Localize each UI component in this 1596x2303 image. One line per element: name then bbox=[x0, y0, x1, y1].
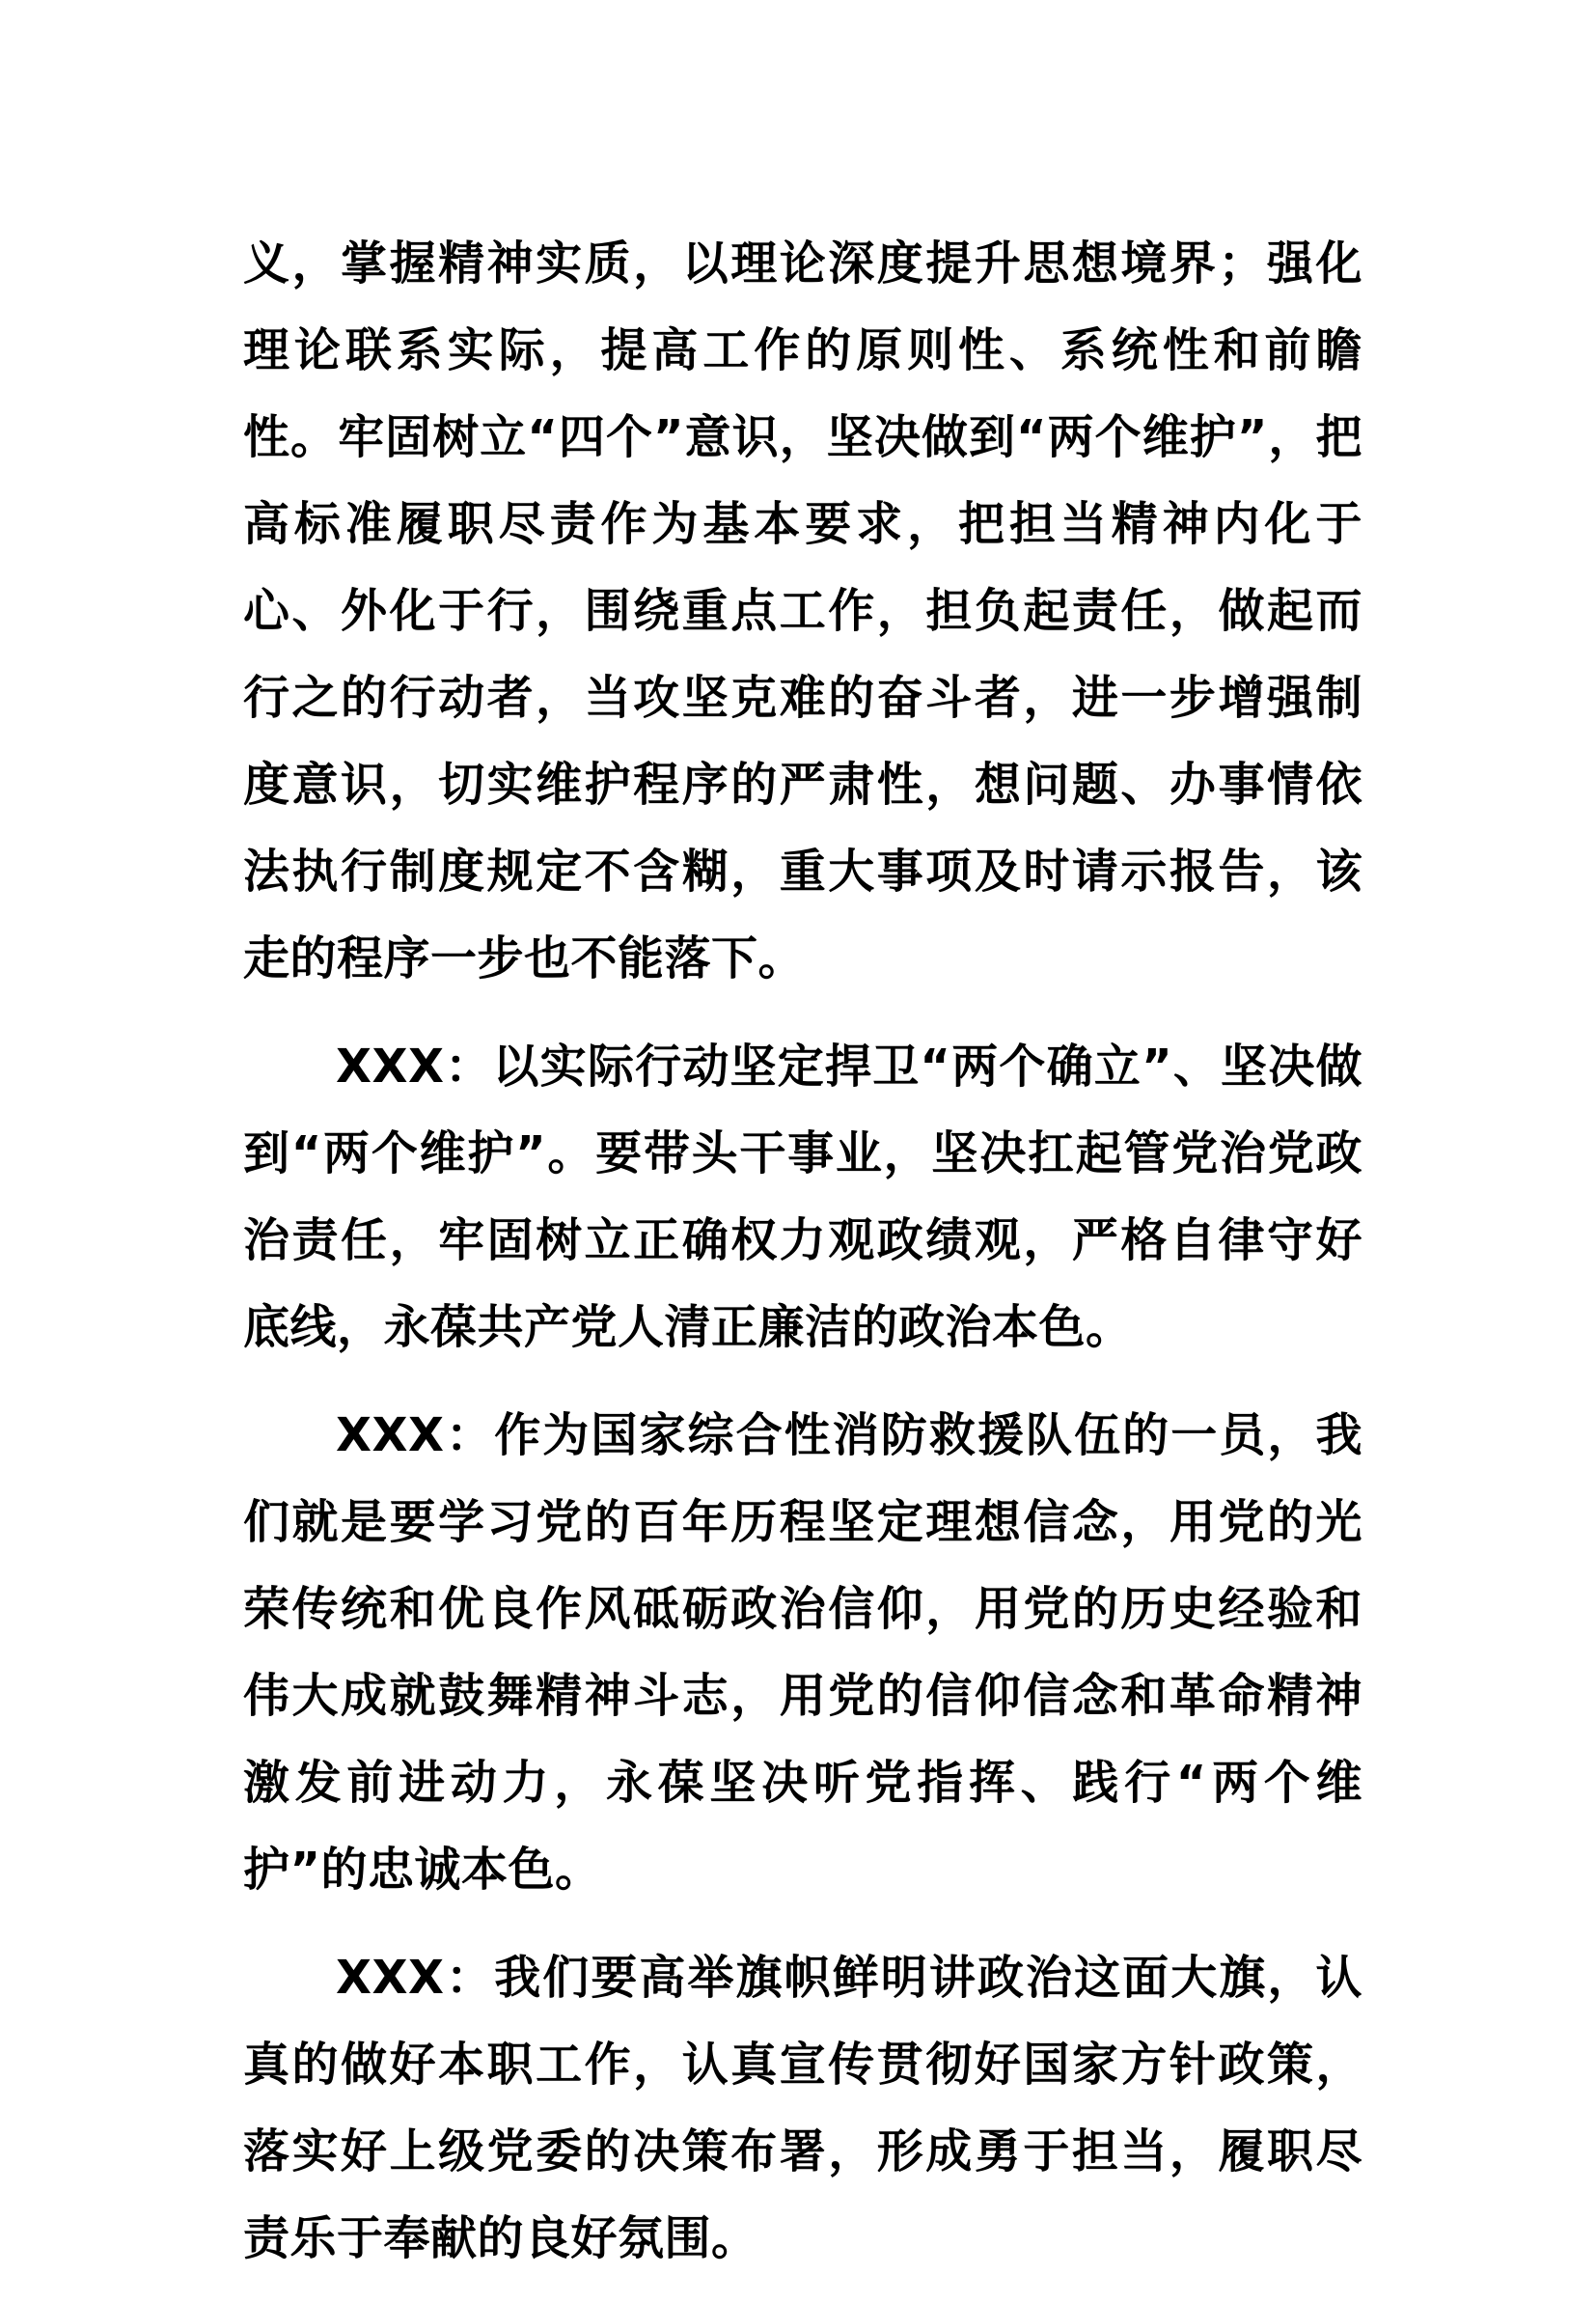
paragraph-text: 我们要高举旗帜鲜明讲政治这面大旗，认真的做好本职工作，认真宣传贯彻好国家方针政策，落实好上级党委的决策布署，形成勇于担当，履职尽责乐于奉献的良好氛围。 bbox=[243, 1951, 1362, 2265]
paragraph-speaker-3 bbox=[243, 1934, 1362, 2282]
speaker-label: XXX： bbox=[336, 1951, 495, 2005]
paragraph-continued bbox=[243, 220, 1362, 1002]
paragraph-text: 以实际行动坚定捍卫“两个确立”、坚决做到“两个维护”。要带头干事业，坚决扛起管党治党政治责任，牢固树立正确权力观政绩观，严格自律守好底线，永葆共产党人清正廉洁的政治本色。 bbox=[243, 1040, 1362, 1354]
paragraph-speaker-1 bbox=[243, 1023, 1362, 1371]
paragraph-speaker-2 bbox=[243, 1392, 1362, 1913]
speaker-label: XXX： bbox=[336, 1408, 495, 1462]
paragraph-text: 作为国家综合性消防救援队伍的一员，我们就是要学习党的百年历程坚定理想信念，用党的光荣传统和优良作风砥砺政治信仰，用党的历史经验和伟大成就鼓舞精神斗志，用党的信仰信念和革命精神激发前进动力，永葆坚决听党指挥、践行“两个维护”的忠诚本色。 bbox=[243, 1408, 1362, 1897]
speaker-label: XXX： bbox=[336, 1040, 493, 1094]
paragraph-text: 义，掌握精神实质，以理论深度提升思想境界；强化理论联系实际，提高工作的原则性、系统性和前瞻性。牢固树立“四个”意识，坚决做到“两个维护”，把高标准履职尽责作为基本要求，把担当精神内化于心、外化于行，围绕重点工作，担负起责任，做起而行之的行动者，当攻坚克难的奋斗者，进一步增强制度意识，切实维护程序的严肃性，想问题、办事情依法执行制度规定不含糊，重大事项及时请示报告，该走的程序一步也不能落下。 bbox=[243, 236, 1362, 985]
document-body bbox=[243, 220, 1362, 2303]
